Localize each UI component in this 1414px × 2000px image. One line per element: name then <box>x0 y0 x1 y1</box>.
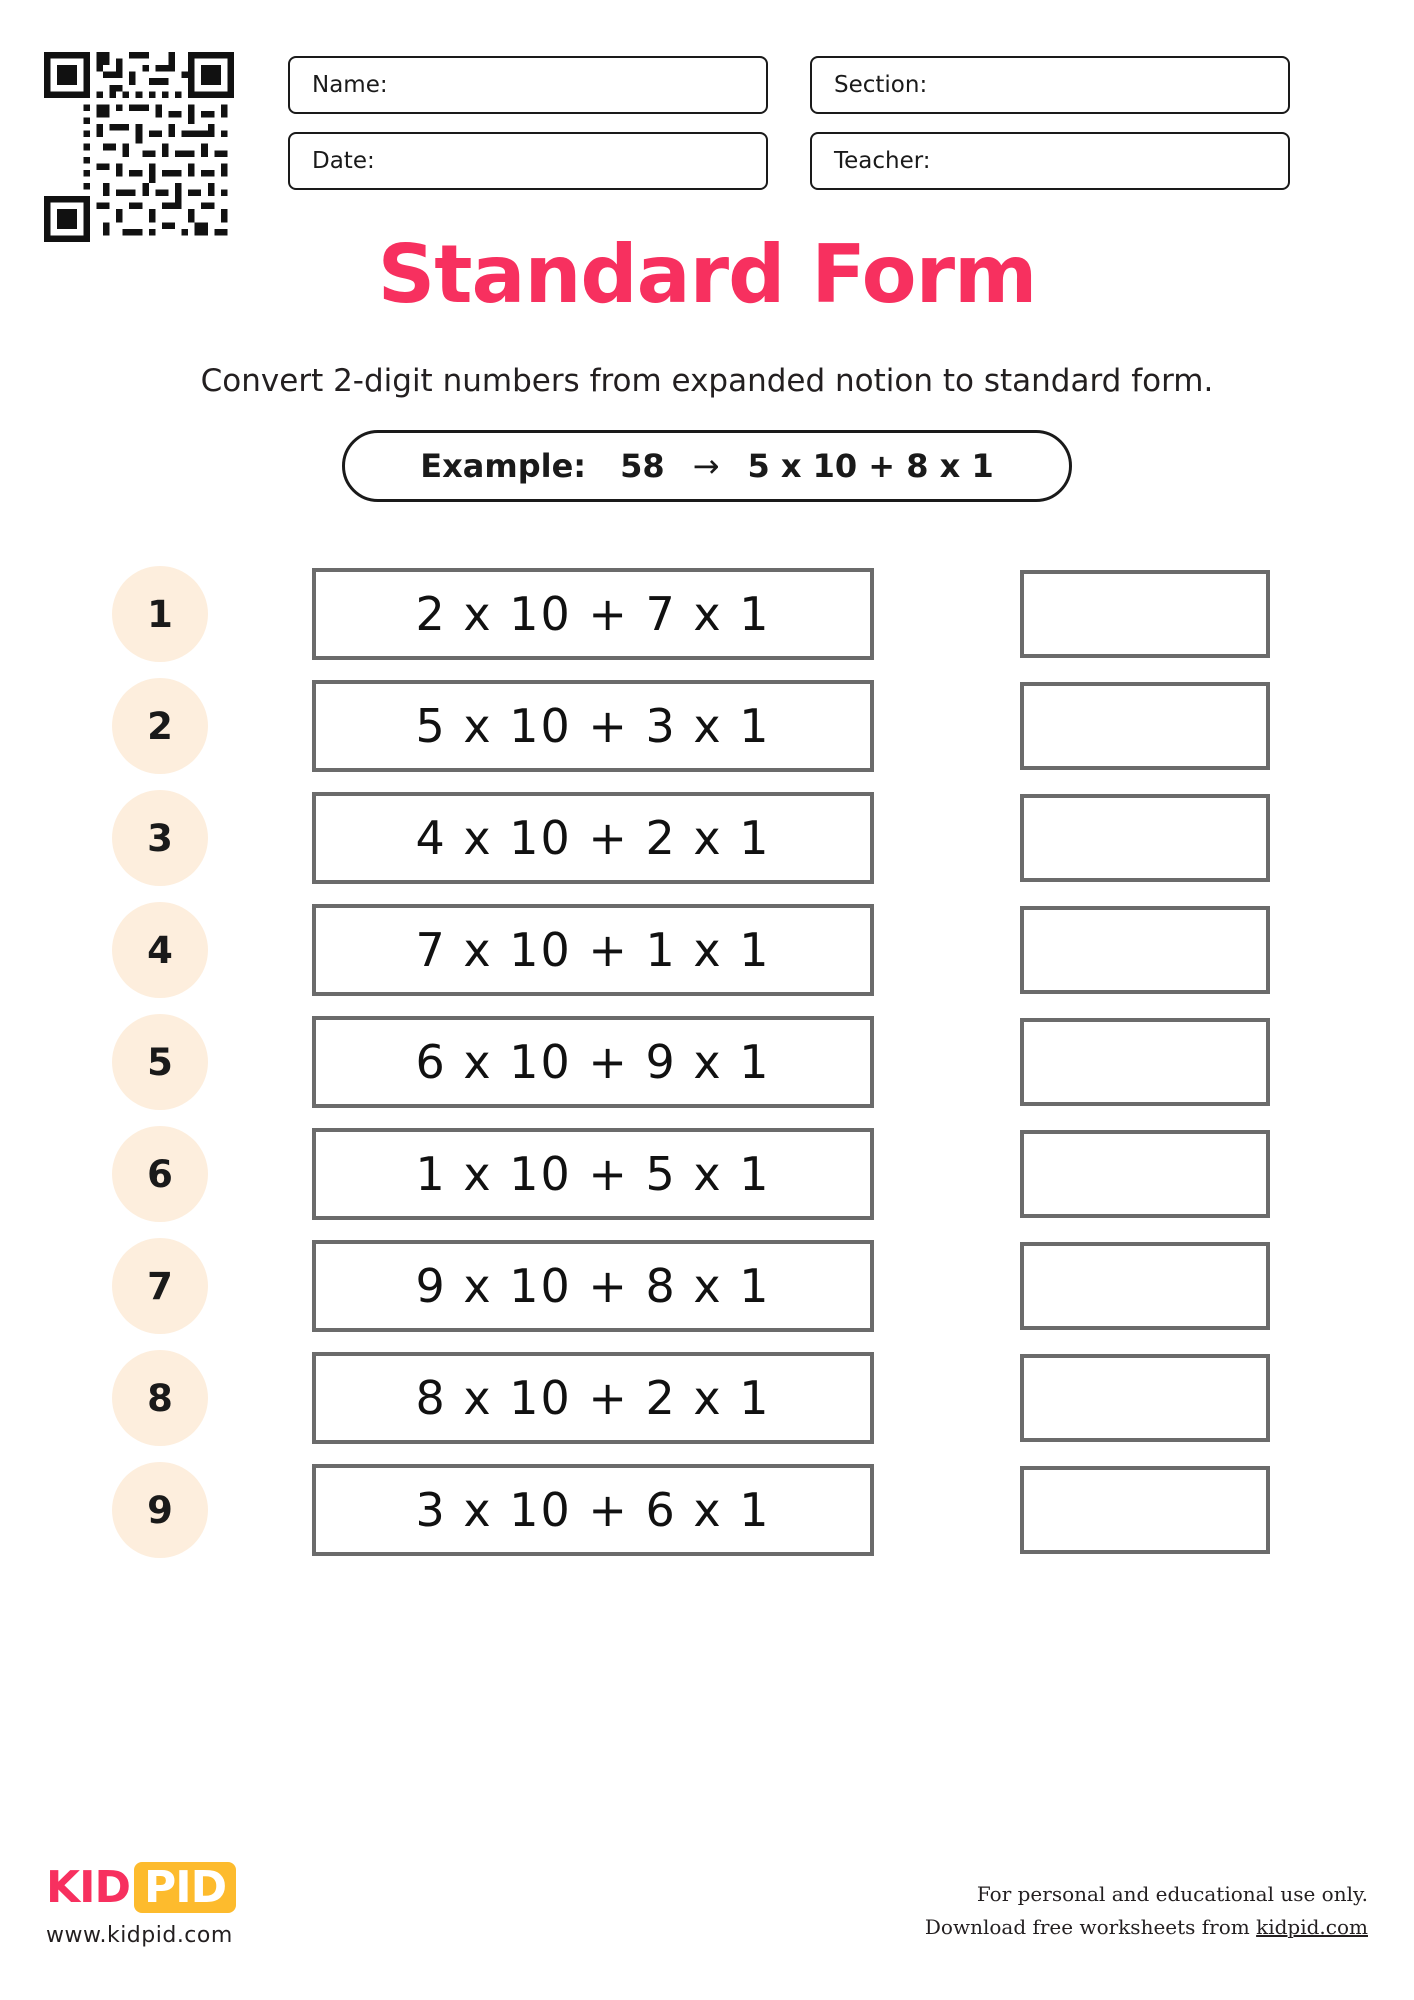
brand-url: www.kidpid.com <box>46 1923 233 1948</box>
footer-note-prefix: Download free worksheets from <box>924 1915 1257 1939</box>
answer-input[interactable] <box>1020 1354 1270 1442</box>
answer-input[interactable] <box>1020 1466 1270 1554</box>
page-subtitle: Convert 2-digit numbers from expanded notion to standard form. <box>200 363 1214 399</box>
problem-number: 6 <box>112 1126 208 1222</box>
qr-code-icon <box>44 52 234 242</box>
list-item <box>0 670 1414 782</box>
problem-expression: 2 x 10 + 7 x 1 <box>312 568 874 660</box>
teacher-label: Teacher: <box>834 148 931 174</box>
answer-input[interactable] <box>1020 1242 1270 1330</box>
problem-number: 2 <box>112 678 208 774</box>
answer-input[interactable] <box>1020 1018 1270 1106</box>
problem-number: 4 <box>112 902 208 998</box>
arrow-right-icon: → <box>692 447 720 485</box>
problem-number: 1 <box>112 566 208 662</box>
date-label: Date: <box>312 148 375 174</box>
footer-link[interactable]: kidpid.com <box>1256 1915 1368 1939</box>
problem-expression: 4 x 10 + 2 x 1 <box>312 792 874 884</box>
name-field[interactable] <box>288 56 768 114</box>
answer-input[interactable] <box>1020 794 1270 882</box>
problem-expression: 5 x 10 + 3 x 1 <box>312 680 874 772</box>
list-item <box>0 1342 1414 1454</box>
section-label: Section: <box>834 72 928 98</box>
list-item <box>0 782 1414 894</box>
list-item <box>0 558 1414 670</box>
problem-expression: 7 x 10 + 1 x 1 <box>312 904 874 996</box>
answer-input[interactable] <box>1020 570 1270 658</box>
problem-number: 9 <box>112 1462 208 1558</box>
answer-input[interactable] <box>1020 682 1270 770</box>
footer-note-line2 <box>925 1911 1368 1944</box>
date-field[interactable] <box>288 132 768 190</box>
list-item <box>0 1454 1414 1566</box>
footer-note <box>925 1878 1368 1944</box>
teacher-field[interactable] <box>810 132 1290 190</box>
problem-expression: 9 x 10 + 8 x 1 <box>312 1240 874 1332</box>
name-label: Name: <box>312 72 388 98</box>
list-item <box>0 1118 1414 1230</box>
section-field[interactable] <box>810 56 1290 114</box>
problem-expression: 8 x 10 + 2 x 1 <box>312 1352 874 1444</box>
logo-kid-text: KID <box>46 1862 130 1913</box>
problem-expression: 1 x 10 + 5 x 1 <box>312 1128 874 1220</box>
answer-input[interactable] <box>1020 1130 1270 1218</box>
info-fields <box>288 56 1298 190</box>
problem-number: 5 <box>112 1014 208 1110</box>
example-box <box>342 430 1072 502</box>
problem-number: 8 <box>112 1350 208 1446</box>
logo-pid-text: PID <box>134 1862 236 1913</box>
footer-note-line1: For personal and educational use only. <box>976 1882 1368 1906</box>
problem-number: 3 <box>112 790 208 886</box>
example-number: 58 <box>620 447 665 485</box>
list-item <box>0 1006 1414 1118</box>
problem-expression: 6 x 10 + 9 x 1 <box>312 1016 874 1108</box>
answer-input[interactable] <box>1020 906 1270 994</box>
problem-number: 7 <box>112 1238 208 1334</box>
brand-logo <box>46 1862 346 1948</box>
list-item <box>0 894 1414 1006</box>
worksheet-header <box>0 44 1414 194</box>
problem-list <box>0 558 1414 1566</box>
page-title: Standard Form <box>377 228 1037 321</box>
problem-expression: 3 x 10 + 6 x 1 <box>312 1464 874 1556</box>
example-label: Example: <box>420 447 587 485</box>
example-expression: 5 x 10 + 8 x 1 <box>747 447 994 485</box>
list-item <box>0 1230 1414 1342</box>
